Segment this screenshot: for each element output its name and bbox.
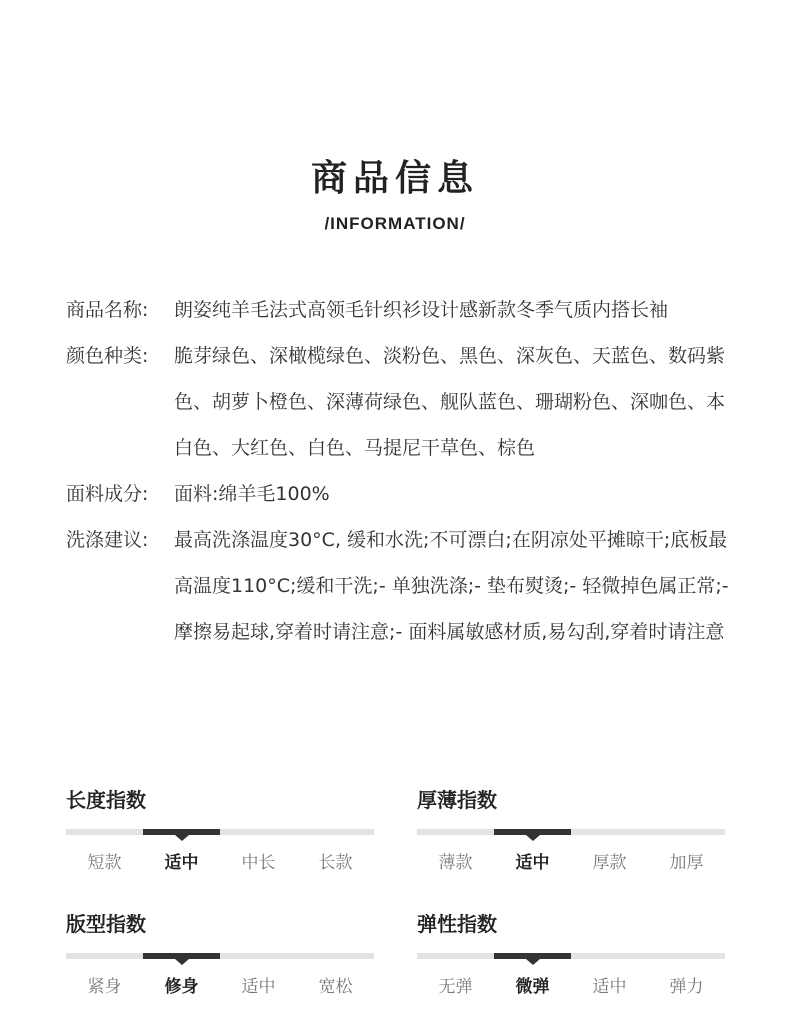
metric-options — [417, 848, 725, 873]
metric-track — [66, 953, 374, 959]
metric-options — [417, 972, 725, 997]
info-label: 颜色种类: — [66, 345, 149, 367]
metric-pointer-icon — [175, 959, 189, 965]
info-row-colors — [66, 333, 734, 471]
metric-option: 适中 — [592, 977, 627, 997]
metric-track — [417, 953, 725, 959]
metric-option: 微弹 — [515, 977, 550, 997]
metric-option: 薄款 — [438, 853, 473, 873]
info-value: 最高洗涤温度30°C, 缓和水洗;不可漂白;在阴凉处平摊晾干;底板最高温度110°C;缓和干洗;- 单独洗涤;- 垫布熨烫;- 轻微掉色属正常;- 摩擦易起球,穿着时请注意;- 面料属敏感材质,易勾刮,穿着时请注意 — [174, 529, 729, 643]
metric-title: 弹性指数 — [417, 912, 497, 936]
metric-title: 版型指数 — [66, 912, 146, 936]
info-value: 面料:绵羊毛100% — [174, 483, 330, 505]
metric-option: 加厚 — [669, 853, 704, 873]
metric-title: 厚薄指数 — [417, 788, 497, 812]
metric-track — [417, 829, 725, 835]
metric-title: 长度指数 — [66, 788, 146, 812]
metric-option: 修身 — [164, 977, 199, 997]
metric-option: 无弹 — [438, 977, 473, 997]
info-row-material — [66, 471, 734, 517]
metric-pointer-icon — [526, 835, 540, 841]
product-info — [66, 287, 734, 655]
metric-options — [66, 972, 374, 997]
metric-option: 适中 — [241, 977, 276, 997]
metric-option: 宽松 — [318, 977, 353, 997]
metric-option: 长款 — [318, 853, 353, 873]
metric-option: 适中 — [164, 853, 199, 873]
metric-option: 适中 — [515, 853, 550, 873]
info-value: 朗姿纯羊毛法式高领毛针织衫设计感新款冬季气质内搭长袖 — [174, 299, 669, 321]
metric-option: 弹力 — [669, 977, 704, 997]
metric-pointer-icon — [526, 959, 540, 965]
page-subtitle: /INFORMATION/ — [324, 214, 466, 233]
info-label: 面料成分: — [66, 483, 149, 505]
info-value: 脆芽绿色、深橄榄绿色、淡粉色、黑色、深灰色、天蓝色、数码紫色、胡萝卜橙色、深薄荷绿色、舰队蓝色、珊瑚粉色、深咖色、本白色、大红色、白色、马提尼干草色、棕色 — [174, 345, 726, 459]
metric-option: 紧身 — [87, 977, 122, 997]
info-row-care — [66, 517, 734, 655]
info-label: 商品名称: — [66, 299, 149, 321]
info-label: 洗涤建议: — [66, 529, 149, 551]
info-row-product-name — [66, 287, 734, 333]
page-title: 商品信息 — [310, 158, 479, 199]
metric-track — [66, 829, 374, 835]
metric-pointer-icon — [175, 835, 189, 841]
metric-option: 厚款 — [592, 853, 627, 873]
metric-options — [66, 848, 374, 873]
metric-option: 短款 — [87, 853, 122, 873]
metric-option: 中长 — [241, 853, 276, 873]
